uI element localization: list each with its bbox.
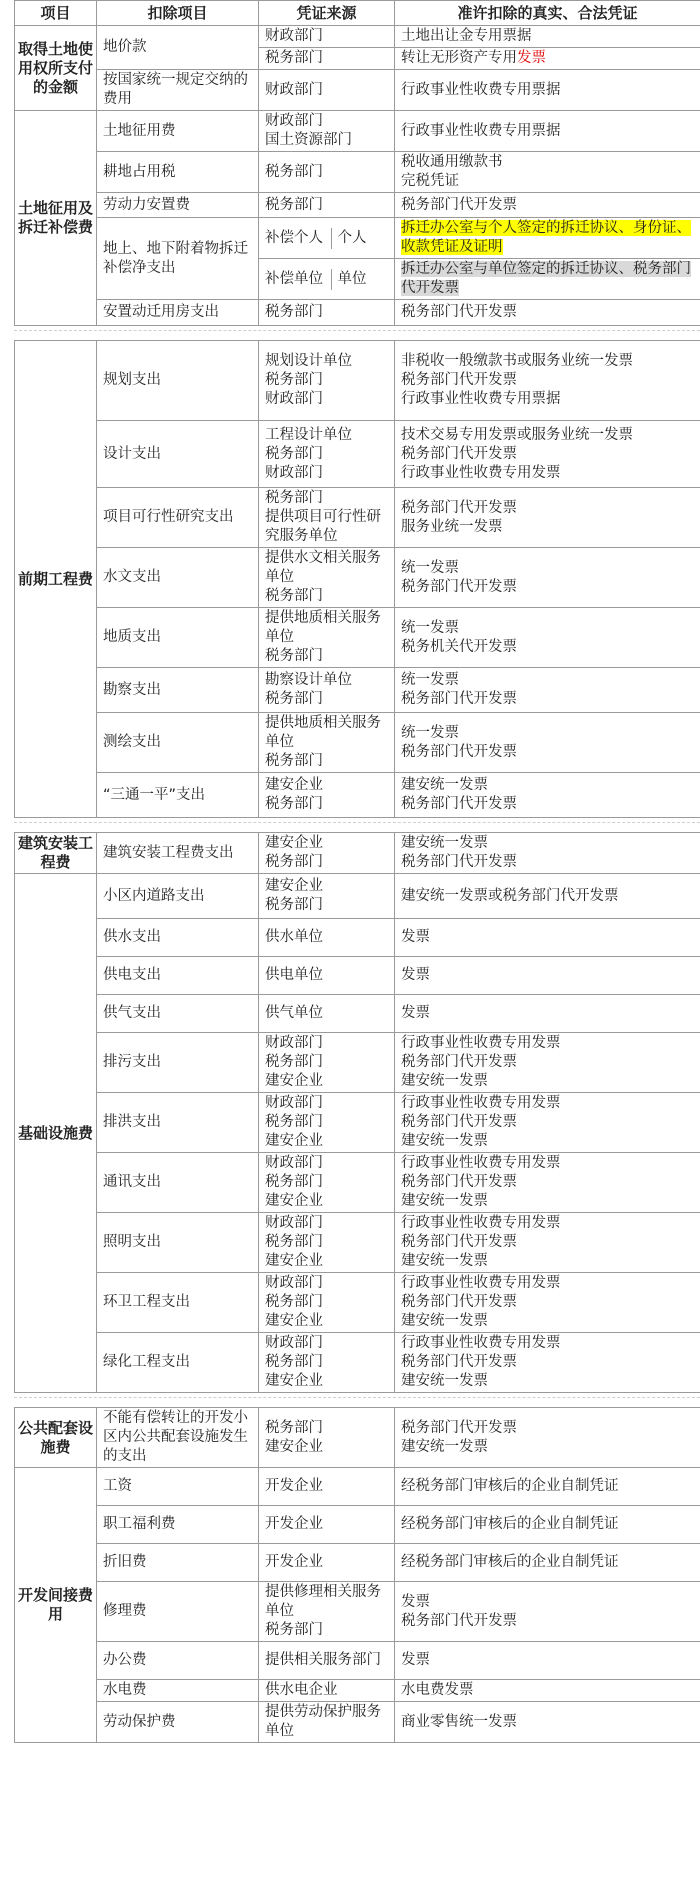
item-cell: 修理费 <box>97 1582 259 1642</box>
voucher-cell: 发票 <box>395 957 700 995</box>
deduction-table-document <box>14 0 700 1743</box>
table-row <box>15 193 700 218</box>
source-cell: 供水电企业 <box>259 1680 395 1702</box>
table-row <box>15 713 700 773</box>
source-split-cell <box>259 259 395 300</box>
table-row <box>15 608 700 668</box>
voucher-cell: 行政事业性收费专用发票 税务部门代开发票 建安统一发票 <box>395 1333 700 1393</box>
table-section-preliminary <box>14 340 700 818</box>
item-cell: 工资 <box>97 1468 259 1506</box>
voucher-cell: 非税收一般缴款书或服务业统一发票 税务部门代开发票 行政事业性收费专用票据 <box>395 341 700 421</box>
category-public-facilities: 公共配套设施费 <box>15 1408 97 1468</box>
item-cell: 排污支出 <box>97 1033 259 1093</box>
item-cell: 劳动力安置费 <box>97 193 259 218</box>
item-cell: 水电费 <box>97 1680 259 1702</box>
source-cell: 税务部门 提供项目可行性研究服务单位 <box>259 488 395 548</box>
source-cell: 建安企业 税务部门 <box>259 773 395 818</box>
item-cell: 排洪支出 <box>97 1093 259 1153</box>
source-cell: 工程设计单位 税务部门 财政部门 <box>259 421 395 488</box>
table-row <box>15 957 700 995</box>
table-row <box>15 111 700 152</box>
source-cell: 开发企业 <box>259 1506 395 1544</box>
table-row <box>15 919 700 957</box>
source-cell: 财政部门 <box>259 26 395 48</box>
voucher-cell: 税务部门代开发票 <box>395 193 700 218</box>
source-cell: 税务部门 <box>259 152 395 193</box>
source-cell: 开发企业 <box>259 1468 395 1506</box>
table-row <box>15 833 700 874</box>
section-gap <box>14 1393 700 1407</box>
source-cell: 补偿个人 <box>259 228 331 249</box>
item-cell: 职工福利费 <box>97 1506 259 1544</box>
voucher-cell: 建安统一发票 税务部门代开发票 <box>395 773 700 818</box>
voucher-cell: 发票 <box>395 995 700 1033</box>
source-cell: 建安企业 税务部门 <box>259 833 395 874</box>
item-cell: 水文支出 <box>97 548 259 608</box>
voucher-cell: 行政事业性收费专用发票 税务部门代开发票 建安统一发票 <box>395 1033 700 1093</box>
source-cell: 供水单位 <box>259 919 395 957</box>
voucher-cell: 发票 <box>395 919 700 957</box>
voucher-cell: 技术交易专用发票或服务业统一发票 税务部门代开发票 行政事业性收费专用发票 <box>395 421 700 488</box>
voucher-cell: 建安统一发票 税务部门代开发票 <box>395 833 700 874</box>
voucher-cell: 行政事业性收费专用发票 税务部门代开发票 建安统一发票 <box>395 1273 700 1333</box>
table-row <box>15 1642 700 1680</box>
source-subtype: 单位 <box>337 270 367 287</box>
voucher-cell: 行政事业性收费专用票据 <box>395 70 700 111</box>
voucher-cell: 统一发票 税务部门代开发票 <box>395 668 700 713</box>
item-cell: 建筑安装工程费支出 <box>97 833 259 874</box>
voucher-cell: 经税务部门审核后的企业自制凭证 <box>395 1468 700 1506</box>
category-preliminary-engineering: 前期工程费 <box>15 341 97 818</box>
voucher-cell: 行政事业性收费专用发票 税务部门代开发票 建安统一发票 <box>395 1213 700 1273</box>
category-land-use-right: 取得土地使用权所支付的金额 <box>15 26 97 111</box>
item-cell: 地上、地下附着物拆迁补偿净支出 <box>97 218 259 300</box>
table-row <box>15 488 700 548</box>
source-cell: 提供地质相关服务单位 税务部门 <box>259 713 395 773</box>
table-row <box>15 1213 700 1273</box>
source-cell: 财政部门 税务部门 建安企业 <box>259 1213 395 1273</box>
table-row <box>15 874 700 919</box>
category-indirect-costs: 开发间接费用 <box>15 1468 97 1743</box>
table-row <box>15 1333 700 1393</box>
voucher-cell: 税务部门代开发票 服务业统一发票 <box>395 488 700 548</box>
item-cell: 地价款 <box>97 26 259 70</box>
item-cell: 耕地占用税 <box>97 152 259 193</box>
voucher-cell: 行政事业性收费专用发票 税务部门代开发票 建安统一发票 <box>395 1153 700 1213</box>
item-cell: 小区内道路支出 <box>97 874 259 919</box>
source-cell: 财政部门 税务部门 建安企业 <box>259 1033 395 1093</box>
table-row <box>15 548 700 608</box>
voucher-highlight-gray: 拆迁办公室与单位签定的拆迁协议、税务部门代开发票 <box>401 261 691 296</box>
item-cell: 设计支出 <box>97 421 259 488</box>
item-cell: 办公费 <box>97 1642 259 1680</box>
category-infrastructure: 基础设施费 <box>15 874 97 1393</box>
voucher-cell: 土地出让金专用票据 <box>395 26 700 48</box>
source-cell: 提供劳动保护服务单位 <box>259 1702 395 1743</box>
source-cell: 供气单位 <box>259 995 395 1033</box>
voucher-cell: 发票 税务部门代开发票 <box>395 1582 700 1642</box>
item-cell: 通讯支出 <box>97 1153 259 1213</box>
source-cell: 补偿单位 <box>259 269 331 290</box>
item-cell: 供气支出 <box>97 995 259 1033</box>
table-row <box>15 1506 700 1544</box>
voucher-cell: 行政事业性收费专用票据 <box>395 111 700 152</box>
source-cell: 提供地质相关服务单位 税务部门 <box>259 608 395 668</box>
voucher-cell <box>395 218 700 259</box>
voucher-cell: 税务部门代开发票 建安统一发票 <box>395 1408 700 1468</box>
voucher-cell: 经税务部门审核后的企业自制凭证 <box>395 1506 700 1544</box>
source-cell: 提供水文相关服务单位 税务部门 <box>259 548 395 608</box>
header-project: 项目 <box>15 1 97 26</box>
voucher-cell: 建安统一发票或税务部门代开发票 <box>395 874 700 919</box>
item-cell: 供电支出 <box>97 957 259 995</box>
category-land-acquisition: 土地征用及拆迁补偿费 <box>15 111 97 326</box>
section-gap <box>14 326 700 340</box>
table-row <box>15 1544 700 1582</box>
voucher-text: 转让无形资产专用 <box>401 50 517 66</box>
item-cell: 勘察支出 <box>97 668 259 713</box>
source-cell: 税务部门 <box>259 300 395 326</box>
source-subtype: 个人 <box>337 229 367 246</box>
source-cell: 提供相关服务部门 <box>259 1642 395 1680</box>
table-row <box>15 773 700 818</box>
header-valid-voucher: 准许扣除的真实、合法凭证 <box>395 1 700 26</box>
table-row <box>15 421 700 488</box>
table-section-land <box>14 0 700 326</box>
source-cell: 税务部门 <box>259 193 395 218</box>
item-cell: 环卫工程支出 <box>97 1273 259 1333</box>
table-row <box>15 1093 700 1153</box>
table-row <box>15 995 700 1033</box>
header-deduction-item: 扣除项目 <box>97 1 259 26</box>
table-row <box>15 26 700 48</box>
section-gap <box>14 818 700 832</box>
table-row <box>15 1582 700 1642</box>
table-row <box>15 1468 700 1506</box>
source-cell: 供电单位 <box>259 957 395 995</box>
table-row <box>15 341 700 421</box>
item-cell: 照明支出 <box>97 1213 259 1273</box>
table-row <box>15 300 700 326</box>
item-cell: 劳动保护费 <box>97 1702 259 1743</box>
table-row <box>15 218 700 259</box>
voucher-cell: 行政事业性收费专用发票 税务部门代开发票 建安统一发票 <box>395 1093 700 1153</box>
item-cell: 项目可行性研究支出 <box>97 488 259 548</box>
voucher-cell: 税务部门代开发票 <box>395 300 700 326</box>
item-cell: 供水支出 <box>97 919 259 957</box>
voucher-cell <box>395 259 700 300</box>
voucher-cell <box>395 48 700 70</box>
voucher-text-red: 发票 <box>517 50 546 66</box>
item-cell: 不能有偿转让的开发小区内公共配套设施发生的支出 <box>97 1408 259 1468</box>
source-cell: 提供修理相关服务单位 税务部门 <box>259 1582 395 1642</box>
table-header-row <box>15 1 700 26</box>
source-cell: 税务部门 建安企业 <box>259 1408 395 1468</box>
voucher-cell: 统一发票 税务部门代开发票 <box>395 548 700 608</box>
source-cell: 财政部门 税务部门 建安企业 <box>259 1273 395 1333</box>
voucher-highlight-yellow: 拆迁办公室与个人签定的拆迁协议、身份证、收款凭证及证明 <box>401 220 691 255</box>
source-cell: 开发企业 <box>259 1544 395 1582</box>
source-cell: 财政部门 国土资源部门 <box>259 111 395 152</box>
table-row <box>15 152 700 193</box>
voucher-cell: 税收通用缴款书 完税凭证 <box>395 152 700 193</box>
table-row <box>15 1702 700 1743</box>
item-cell: 土地征用费 <box>97 111 259 152</box>
voucher-cell: 统一发票 税务机关代开发票 <box>395 608 700 668</box>
item-cell: “三通一平”支出 <box>97 773 259 818</box>
voucher-cell: 商业零售统一发票 <box>395 1702 700 1743</box>
table-row <box>15 1680 700 1702</box>
item-cell: 测绘支出 <box>97 713 259 773</box>
source-cell: 建安企业 税务部门 <box>259 874 395 919</box>
table-row <box>15 1273 700 1333</box>
table-row <box>15 668 700 713</box>
table-section-construction <box>14 832 700 1393</box>
item-cell: 折旧费 <box>97 1544 259 1582</box>
source-cell: 财政部门 税务部门 建安企业 <box>259 1333 395 1393</box>
header-voucher-source: 凭证来源 <box>259 1 395 26</box>
table-row <box>15 70 700 111</box>
item-cell: 绿化工程支出 <box>97 1333 259 1393</box>
source-cell: 勘察设计单位 税务部门 <box>259 668 395 713</box>
source-cell: 税务部门 <box>259 48 395 70</box>
item-cell: 按国家统一规定交纳的费用 <box>97 70 259 111</box>
table-row <box>15 1033 700 1093</box>
voucher-cell: 发票 <box>395 1642 700 1680</box>
source-cell: 财政部门 税务部门 建安企业 <box>259 1153 395 1213</box>
source-cell: 财政部门 税务部门 建安企业 <box>259 1093 395 1153</box>
category-construction-installation: 建筑安装工程费 <box>15 833 97 874</box>
item-cell: 规划支出 <box>97 341 259 421</box>
item-cell: 安置动迁用房支出 <box>97 300 259 326</box>
voucher-cell: 经税务部门审核后的企业自制凭证 <box>395 1544 700 1582</box>
item-cell: 地质支出 <box>97 608 259 668</box>
table-row <box>15 1408 700 1468</box>
voucher-cell: 水电费发票 <box>395 1680 700 1702</box>
source-cell: 规划设计单位 税务部门 财政部门 <box>259 341 395 421</box>
source-split-cell <box>259 218 395 259</box>
voucher-cell: 统一发票 税务部门代开发票 <box>395 713 700 773</box>
source-cell: 财政部门 <box>259 70 395 111</box>
table-section-facilities <box>14 1407 700 1743</box>
table-row <box>15 1153 700 1213</box>
